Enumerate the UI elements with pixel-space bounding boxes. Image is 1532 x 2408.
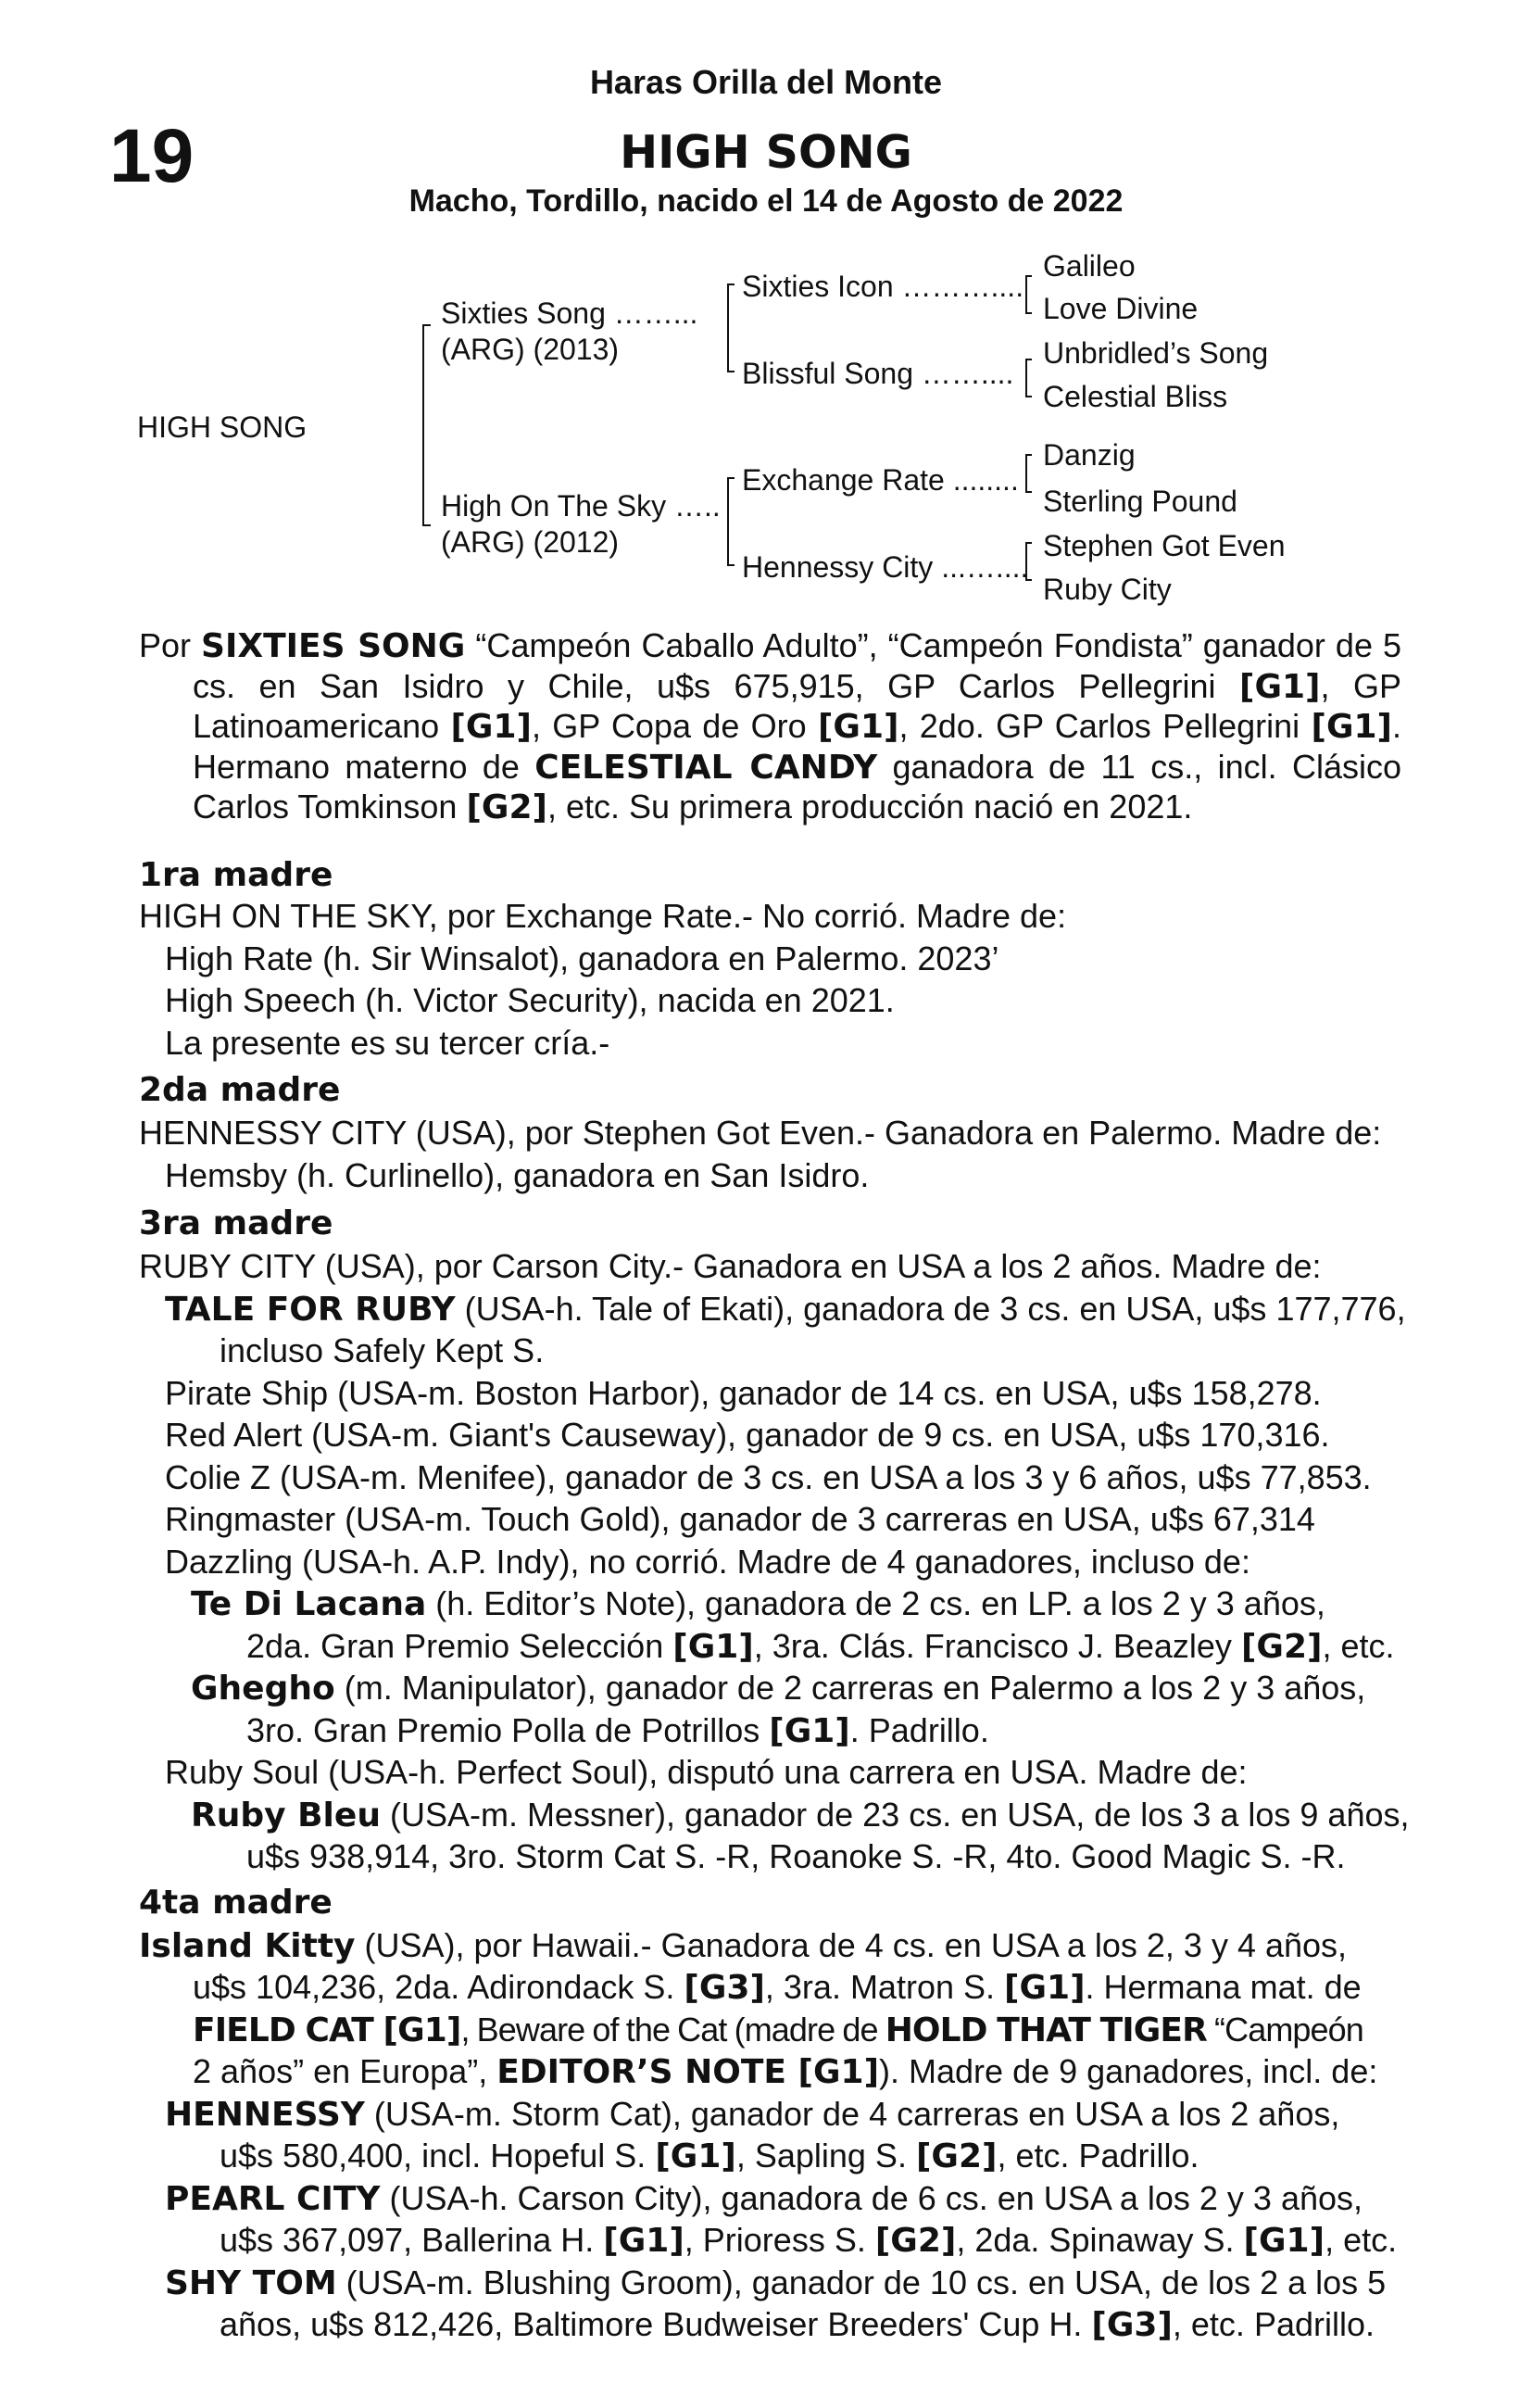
produce-text: (USA-h. Carson City), ganadora de 6 cs. en USA a los 2 y 3 años, [380,2179,1363,2217]
sire-paragraph-text: . Hermano materno de [193,707,1402,786]
produce-text: (USA-m. Storm Cat), ganador de 4 carreras en USA a los 2 años, [364,2095,1340,2133]
produce-name: Te Di Lacana [191,1585,427,1623]
pedigree-bracket [727,284,729,372]
pedigree-dam-origin: (ARG) (2012) [441,525,620,559]
produce-name: Ghegho [191,1670,335,1708]
produce-name: Ruby Bleu [191,1797,381,1834]
grade-badge: [G3] [684,1969,765,2007]
produce-text: (USA-h. Tale of Ekati), ganadora de 3 cs. en USA, u$s 177,776, [455,1290,1406,1328]
grade-badge: [G1] [1311,708,1392,746]
dam1-produce: High Rate (h. Sir Winsalot), ganadora en Palermo. 2023’ [165,939,999,977]
pedigree-bracket [727,477,729,566]
produce-text: . Hermana mat. de [1085,1968,1362,2006]
dam1-produce: La presente es su tercer cría.- [165,1024,610,1062]
produce-text: , 3ra. Matron S. [764,1968,1005,2006]
dam2-intro: HENNESSY CITY (USA), por Stephen Got Even.- Ganadora en Palermo. Madre de: [139,1114,1382,1152]
produce-text: , etc. Padrillo. [1172,2305,1375,2343]
produce-text: , Prioress S. [684,2221,875,2259]
pedigree-bracket-tick [727,371,735,372]
produce-text: años, u$s 812,426, Baltimore Budweiser Breeders' Cup H. [220,2305,1092,2343]
dam3-produce-ruby-soul: Ruby Soul (USA-h. Perfect Soul), disputó una carrera en USA. Madre de: [165,1753,1248,1791]
lot-number: 19 [109,114,195,198]
dam4-produce-pearl-city [165,2177,1362,2221]
pedigree-bracket-tick [727,477,735,479]
produce-text: 3ro. Gran Premio Polla de Potrillos [246,1711,770,1749]
pedigree-ggp: Galileo [1043,249,1136,283]
section-heading-dam2: 2da madre [139,1071,341,1109]
pedigree-dam-sire: Exchange Rate ........ [742,463,1019,497]
section-heading-dam4: 4ta madre [139,1884,333,1922]
sire-paragraph-text: ganadora de 11 cs., incl. Clásico Carlos Tomkinson [193,747,1401,826]
pedigree-sire-origin: (ARG) (2013) [441,333,620,366]
grand-produce-te-di-lacana [191,1582,1325,1626]
produce-text: “Campeón [1206,2011,1363,2049]
grade-badge: [G2] [1240,1628,1323,1666]
pedigree-sire-sire: Sixties Icon ……….... [742,270,1024,303]
sire-paragraph-text: , etc. Su primera producción nació en 2021. [546,788,1193,826]
grade-badge: [G1] [817,708,899,746]
dam1-produce: High Speech (h. Victor Security), nacida en 2021. [165,981,895,1019]
dam4-produce-shy-tom [165,2262,1386,2305]
pedigree-ggp: Unbridled’s Song [1043,336,1269,370]
produce-text-line [246,1625,1394,1669]
produce-text: incluso Safely Kept S. [220,1331,545,1369]
produce-text: , Beware of the Cat (madre de [460,2011,885,2049]
dam3-produce: Red Alert (USA-m. Giant's Causeway), ganador de 9 cs. en USA, u$s 170,316. [165,1416,1330,1454]
grade-badge: [G1] [372,2011,461,2049]
produce-text-line [193,2050,1377,2094]
pedigree-sire-dam: Blissful Song …….... [742,357,1014,390]
dam3-intro: RUBY CITY (USA), por Carson City.- Ganadora en USA a los 2 años. Madre de: [139,1247,1322,1285]
produce-text-line [246,1709,989,1753]
pedigree-ggp: Love Divine [1043,292,1199,325]
pedigree-ggp: Sterling Pound [1043,485,1237,518]
produce-text: . Padrillo. [849,1711,989,1749]
produce-text: , 2da. Spinaway S. [956,2221,1244,2259]
grade-badge: [G1] [785,2053,880,2091]
sire-paragraph-text: , 2do. GP Carlos Pellegrini [898,707,1312,745]
produce-text: , 3ra. Clás. Francisco J. Beazley [753,1627,1241,1665]
dam3-produce: Dazzling (USA-h. A.P. Indy), no corrió. Madre de 4 ganadores, incluso de: [165,1543,1250,1581]
produce-text-line [193,2009,1363,2052]
dam3-produce: Colie Z (USA-m. Menifee), ganador de 3 cs. en USA a los 3 y 6 años, u$s 77,853. [165,1458,1372,1496]
grade-badge: [G1] [450,708,532,746]
produce-text: 2 años” en Europa”, [193,2052,497,2090]
produce-text: , etc. [1325,2221,1398,2259]
produce-text: u$s 580,400, incl. Hopeful S. [220,2137,656,2175]
dam1-intro: HIGH ON THE SKY, por Exchange Rate.- No corrió. Madre de: [139,897,1067,935]
produce-name: FIELD CAT [193,2011,373,2049]
pedigree-bracket [1025,359,1027,397]
grand-produce-ghegho [191,1667,1365,1710]
dam3-produce-tale-for-ruby [165,1288,1406,1331]
grade-badge: [G1] [655,2137,736,2175]
section-heading-dam3: 3ra madre [139,1204,333,1242]
grade-badge: [G2] [874,2222,957,2260]
breeder-name: Haras Orilla del Monte [589,63,943,101]
dam2-produce: Hemsby (h. Curlinello), ganadora en San Isidro. [165,1156,870,1194]
produce-text: , etc. Padrillo. [997,2137,1199,2175]
produce-text: u$s 367,097, Ballerina H. [220,2221,604,2259]
sire-paragraph-text: , GP Copa de Oro [531,707,818,745]
section-heading-dam1: 1ra madre [139,856,333,894]
grade-badge: [G3] [1091,2306,1173,2344]
pedigree-subject: HIGH SONG [137,410,308,444]
produce-name: Island Kitty [139,1927,356,1965]
produce-text: u$s 938,914, 3ro. Storm Cat S. -R, Roanoke S. -R, 4to. Good Magic S. -R. [246,1837,1346,1875]
produce-text: (h. Editor’s Note), ganadora de 2 cs. en LP. a los 2 y 3 años, [426,1584,1325,1622]
grade-badge: [G1] [1238,667,1321,706]
sire-name: SIXTIES SONG [201,627,466,665]
produce-name: EDITOR’S NOTE [496,2053,786,2091]
horse-description: Macho, Tordillo, nacido el 14 de Agosto de 2022 [408,183,1124,219]
pedigree-bracket-tick [1025,579,1032,581]
produce-text-line [220,2303,1375,2347]
pedigree-bracket-tick [727,284,735,285]
produce-text: (USA), por Hawaii.- Ganadora de 4 cs. en USA a los 2, 3 y 4 años, [355,1926,1348,1964]
dam4-produce-hennessy [165,2093,1339,2137]
produce-text: (USA-m. Messner), ganador de 23 cs. en USA, de los 3 a los 9 años, [380,1796,1410,1834]
grade-badge: [G1] [1004,1969,1086,2007]
pedigree-bracket [1025,275,1027,314]
pedigree-bracket [1025,454,1027,493]
grade-badge: [G1] [672,1628,754,1666]
pedigree-bracket-tick [1025,359,1032,360]
sibling-name: CELESTIAL CANDY [534,748,878,787]
horse-name-title: HIGH SONG [620,126,912,179]
pedigree-bracket-tick [727,564,735,566]
produce-text-line [193,1966,1362,2010]
grade-badge: [G1] [1243,2222,1325,2260]
pedigree-bracket-tick [1025,491,1032,493]
produce-text-line [220,2219,1397,2263]
pedigree-dam-dam: Hennessy City ...….... [742,550,1029,584]
sire-paragraph-text: Por [139,626,202,664]
produce-name: HENNESSY [165,2096,365,2134]
produce-name: TALE FOR RUBY [165,1291,456,1329]
grade-badge: [G1] [769,1712,850,1750]
produce-text: 2da. Gran Premio Selección [246,1627,673,1665]
produce-text: u$s 104,236, 2da. Adirondack S. [193,1968,684,2006]
pedigree-ggp: Celestial Bliss [1043,380,1228,413]
pedigree-bracket-tick [422,324,431,326]
sire-paragraph [139,626,1401,828]
grade-badge: [G1] [603,2222,684,2260]
pedigree-bracket-tick [1025,454,1032,456]
dam3-produce: Ringmaster (USA-m. Touch Gold), ganador de 3 carreras en USA, u$s 67,314 [165,1500,1315,1538]
produce-name: SHY TOM [165,2264,337,2302]
produce-name: HOLD THAT TIGER [885,2011,1207,2049]
pedigree-bracket-tick [1025,275,1032,277]
grand-produce-ruby-bleu [191,1794,1410,1837]
pedigree-bracket-tick [1025,542,1032,544]
grade-badge: [G2] [466,788,547,826]
dam4-island-kitty [139,1924,1347,1968]
produce-text: ). Madre de 9 ganadores, incl. de: [879,2052,1378,2090]
pedigree-dam: High On The Sky ….. [441,489,721,523]
produce-text: (m. Manipulator), ganador de 2 carreras en Palermo a los 2 y 3 años, [334,1669,1366,1707]
produce-text: , etc. [1322,1627,1395,1665]
pedigree-bracket-tick [1025,396,1032,397]
pedigree-bracket [1025,542,1027,581]
pedigree-bracket-tick [422,524,431,526]
pedigree-sire: Sixties Song ……... [441,296,698,330]
produce-text: (USA-m. Blushing Groom), ganador de 10 cs. en USA, de los 2 a los 5 [336,2263,1387,2301]
produce-text-line [220,2135,1199,2178]
produce-name: PEARL CITY [165,2180,381,2218]
pedigree-ggp: Ruby City [1043,573,1172,606]
pedigree-bracket [422,324,424,526]
pedigree-ggp: Danzig [1043,438,1136,472]
pedigree-ggp: Stephen Got Even [1043,529,1286,562]
dam3-produce: Pirate Ship (USA-m. Boston Harbor), ganador de 14 cs. en USA, u$s 158,278. [165,1374,1322,1412]
pedigree-bracket-tick [1025,312,1032,314]
grade-badge: [G2] [915,2137,998,2175]
sire-paragraph-text: , GP Latinoamericano [193,666,1401,745]
produce-text: , Sapling S. [735,2137,916,2175]
sire-paragraph-text: “Campeón Caballo Adulto”, “Campeón Fondista” ganador de 5 cs. en San Isidro y Chile, u$s 675,915, GP Carlos Pellegrini [193,626,1401,705]
